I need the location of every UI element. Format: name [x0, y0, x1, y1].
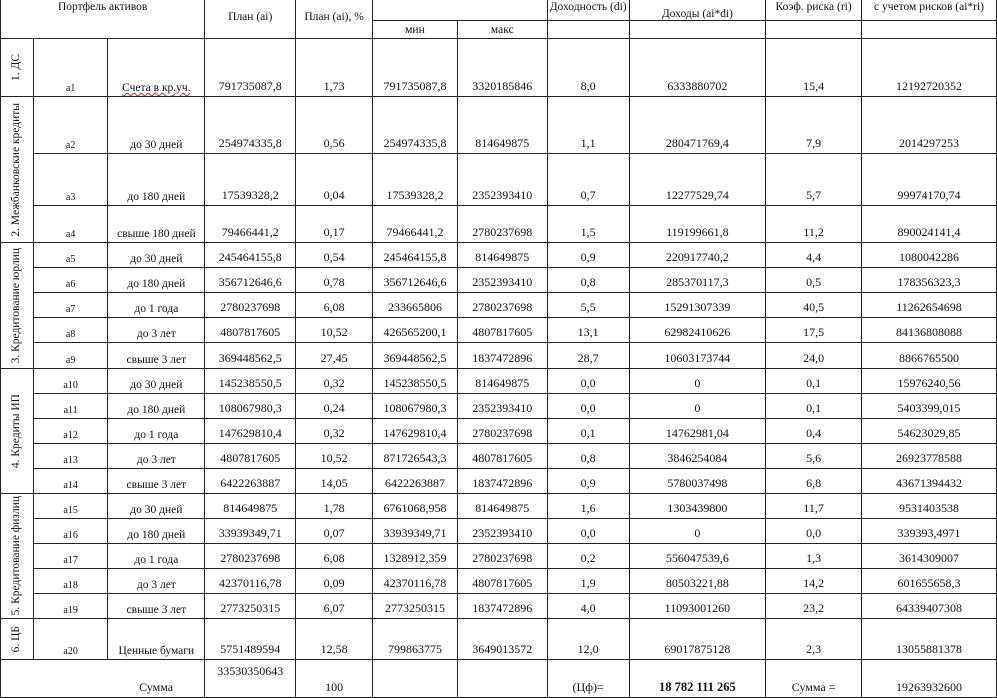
- cell-min[interactable]: 108067980,3: [373, 394, 458, 419]
- cell-plan[interactable]: 4807817605: [205, 318, 296, 343]
- cell-max[interactable]: 2352393410: [457, 394, 547, 419]
- header-income-cont: [629, 21, 766, 39]
- totals-risk-label: Сумма =: [766, 660, 862, 698]
- header-with-risk: с учетом рисков (ai*ri): [862, 0, 997, 21]
- cell-code[interactable]: a3: [33, 154, 108, 206]
- table-row: [1, 394, 997, 419]
- cell-desc[interactable]: свыше 3 лет: [108, 594, 205, 619]
- cell-risk[interactable]: 40,5: [766, 293, 862, 318]
- cell-yield[interactable]: 0,2: [547, 544, 629, 569]
- cell-min[interactable]: 356712646,6: [373, 268, 458, 293]
- cell-income[interactable]: 14762981,04: [629, 419, 766, 444]
- cell-income[interactable]: 12277529,74: [629, 154, 766, 206]
- cell-desc[interactable]: до 30 дней: [108, 494, 205, 519]
- cell-with-risk[interactable]: 178356323,3: [862, 268, 997, 293]
- group-label-cell: [1, 619, 34, 660]
- cell-desc[interactable]: свыше 3 лет: [108, 343, 205, 369]
- cell-risk[interactable]: 1,3: [766, 544, 862, 569]
- table-row: [1, 494, 997, 519]
- cell-pct[interactable]: 0,32: [296, 369, 373, 394]
- table-row: [1, 318, 997, 343]
- totals-blank-4: [457, 660, 547, 698]
- cell-code[interactable]: a7: [33, 293, 108, 318]
- cell-with-risk[interactable]: 1080042286: [862, 243, 997, 268]
- cell-min[interactable]: 245464155,8: [373, 243, 458, 268]
- cell-min[interactable]: 33939349,71: [373, 519, 458, 544]
- cell-max[interactable]: 2352393410: [457, 268, 547, 293]
- cell-pct[interactable]: 0,24: [296, 394, 373, 419]
- cell-income[interactable]: 556047539,6: [629, 544, 766, 569]
- cell-income[interactable]: 10603173744: [629, 343, 766, 369]
- cell-income[interactable]: 11093001260: [629, 594, 766, 619]
- header-yield: Доходность (di): [547, 0, 629, 21]
- cell-with-risk[interactable]: 99974170,74: [862, 154, 997, 206]
- table-row: [1, 343, 997, 369]
- group-label-cell: [1, 369, 34, 494]
- cell-desc[interactable]: до 1 года: [108, 419, 205, 444]
- cell-yield[interactable]: 0,9: [547, 243, 629, 268]
- cell-max[interactable]: 2352393410: [457, 154, 547, 206]
- cell-max[interactable]: 814649875: [457, 243, 547, 268]
- group-label: 2. Межбанковские кредиты: [10, 102, 23, 237]
- table-body: [1, 39, 997, 660]
- cell-code[interactable]: a13: [33, 444, 108, 469]
- cell-desc[interactable]: Ценные бумаги: [108, 619, 205, 660]
- cell-desc[interactable]: до 1 года: [108, 544, 205, 569]
- cell-min[interactable]: 871726543,3: [373, 444, 458, 469]
- cell-pct[interactable]: 0,04: [296, 154, 373, 206]
- cell-code[interactable]: a1: [33, 39, 108, 97]
- cell-code[interactable]: a8: [33, 318, 108, 343]
- cell-with-risk[interactable]: 43671394432: [862, 469, 997, 494]
- cell-min[interactable]: 79466441,2: [373, 206, 458, 243]
- cell-pct[interactable]: 0,09: [296, 569, 373, 594]
- cell-code[interactable]: a17: [33, 544, 108, 569]
- cell-income[interactable]: 15291307339: [629, 293, 766, 318]
- header-income: Доходы (ai*di): [629, 0, 766, 21]
- cell-risk[interactable]: 5,7: [766, 154, 862, 206]
- cell-min[interactable]: 6761068,958: [373, 494, 458, 519]
- header-portfolio: Портфель активов: [1, 0, 205, 39]
- table-row: [1, 519, 997, 544]
- cell-risk[interactable]: 0,4: [766, 419, 862, 444]
- cell-risk[interactable]: 0,1: [766, 369, 862, 394]
- header-min-max-group: [373, 0, 548, 21]
- cell-code[interactable]: a10: [33, 369, 108, 394]
- cell-plan[interactable]: 369448562,5: [205, 343, 296, 369]
- cell-plan[interactable]: 17539328,2: [205, 154, 296, 206]
- cell-income[interactable]: 0: [629, 394, 766, 419]
- header-yield-cont: [547, 21, 629, 39]
- cell-risk[interactable]: 23,2: [766, 594, 862, 619]
- cell-yield[interactable]: 8,0: [547, 39, 629, 97]
- cell-max[interactable]: 2780237698: [457, 206, 547, 243]
- cell-with-risk[interactable]: 9531403538: [862, 494, 997, 519]
- cell-pct[interactable]: 27,45: [296, 343, 373, 369]
- cell-code[interactable]: a11: [33, 394, 108, 419]
- cell-pct[interactable]: 6,08: [296, 293, 373, 318]
- table-row: [1, 293, 997, 318]
- totals-pct: 100: [296, 660, 373, 698]
- cell-pct[interactable]: 1,73: [296, 39, 373, 97]
- group-label-cell: [1, 97, 34, 243]
- cell-pct[interactable]: 14,05: [296, 469, 373, 494]
- cell-with-risk[interactable]: 8866765500: [862, 343, 997, 369]
- cell-yield[interactable]: 0,7: [547, 154, 629, 206]
- cell-desc[interactable]: до 180 дней: [108, 154, 205, 206]
- table-row: [1, 594, 997, 619]
- totals-income: 18 782 111 265: [629, 660, 766, 698]
- cell-code[interactable]: a5: [33, 243, 108, 268]
- cell-max[interactable]: 2352393410: [457, 519, 547, 544]
- totals-blank-2: [33, 660, 108, 698]
- cell-risk[interactable]: 24,0: [766, 343, 862, 369]
- cell-with-risk[interactable]: 890024141,4: [862, 206, 997, 243]
- cell-with-risk[interactable]: 2014297253: [862, 97, 997, 154]
- cell-with-risk[interactable]: 13055881378: [862, 619, 997, 660]
- cell-with-risk[interactable]: 64339407308: [862, 594, 997, 619]
- cell-desc[interactable]: до 180 дней: [108, 519, 205, 544]
- table-row: [1, 243, 997, 268]
- cell-income[interactable]: 119199661,8: [629, 206, 766, 243]
- table-row: [1, 569, 997, 594]
- table-row: [1, 268, 997, 293]
- cell-max[interactable]: 1837472896: [457, 343, 547, 369]
- cell-min[interactable]: 42370116,78: [373, 569, 458, 594]
- cell-income[interactable]: 220917740,2: [629, 243, 766, 268]
- cell-plan[interactable]: 145238550,5: [205, 369, 296, 394]
- cell-pct[interactable]: 0,56: [296, 97, 373, 154]
- cell-max[interactable]: 1837472896: [457, 469, 547, 494]
- cell-code[interactable]: a6: [33, 268, 108, 293]
- cell-income[interactable]: 280471769,4: [629, 97, 766, 154]
- cell-desc[interactable]: до 30 дней: [108, 97, 205, 154]
- totals-with-risk: 19263932600: [862, 660, 997, 698]
- totals-blank-1: [1, 660, 34, 698]
- cell-desc[interactable]: свыше 3 лет: [108, 469, 205, 494]
- cell-yield[interactable]: 5,5: [547, 293, 629, 318]
- group-label: 4. Кредиты ИП: [10, 393, 23, 469]
- cell-code[interactable]: a4: [33, 206, 108, 243]
- cell-income[interactable]: 62982410626: [629, 318, 766, 343]
- cell-min[interactable]: 799863775: [373, 619, 458, 660]
- cell-min[interactable]: 17539328,2: [373, 154, 458, 206]
- cell-pct[interactable]: 12,58: [296, 619, 373, 660]
- cell-pct[interactable]: 10,52: [296, 444, 373, 469]
- cell-code[interactable]: a12: [33, 419, 108, 444]
- cell-with-risk[interactable]: 54623029,85: [862, 419, 997, 444]
- cell-income[interactable]: 5780037498: [629, 469, 766, 494]
- cell-min[interactable]: 254974335,8: [373, 97, 458, 154]
- cell-yield[interactable]: 28,7: [547, 343, 629, 369]
- group-label: 3. Кредитование юрлиц: [10, 247, 23, 364]
- cell-plan[interactable]: 2773250315: [205, 594, 296, 619]
- totals-blank-3: [373, 660, 458, 698]
- cell-risk[interactable]: 4,4: [766, 243, 862, 268]
- cell-income[interactable]: 69017875128: [629, 619, 766, 660]
- cell-risk[interactable]: 14,2: [766, 569, 862, 594]
- cell-min[interactable]: 147629810,4: [373, 419, 458, 444]
- cell-with-risk[interactable]: 339393,4971: [862, 519, 997, 544]
- cell-with-risk[interactable]: 12192720352: [862, 39, 997, 97]
- totals-sum-label: Сумма: [108, 660, 205, 698]
- cell-plan[interactable]: 791735087,8: [205, 39, 296, 97]
- cell-plan[interactable]: 254974335,8: [205, 97, 296, 154]
- cell-max[interactable]: 2780237698: [457, 544, 547, 569]
- cell-pct[interactable]: 10,52: [296, 318, 373, 343]
- cell-risk[interactable]: 11,7: [766, 494, 862, 519]
- cell-desc[interactable]: до 180 дней: [108, 268, 205, 293]
- cell-code[interactable]: a2: [33, 97, 108, 154]
- cell-plan[interactable]: 79466441,2: [205, 206, 296, 243]
- cell-plan[interactable]: 2780237698: [205, 293, 296, 318]
- cell-yield[interactable]: 1,5: [547, 206, 629, 243]
- cell-min[interactable]: 791735087,8: [373, 39, 458, 97]
- table-row: [1, 154, 997, 206]
- cell-max[interactable]: 814649875: [457, 369, 547, 394]
- cell-with-risk[interactable]: 601655658,3: [862, 569, 997, 594]
- cell-yield[interactable]: 0,0: [547, 519, 629, 544]
- cell-max[interactable]: 4807817605: [457, 318, 547, 343]
- cell-risk[interactable]: 0,5: [766, 268, 862, 293]
- cell-max[interactable]: 4807817605: [457, 569, 547, 594]
- cell-yield[interactable]: 0,0: [547, 369, 629, 394]
- cell-min[interactable]: 369448562,5: [373, 343, 458, 369]
- cell-risk[interactable]: 17,5: [766, 318, 862, 343]
- cell-min[interactable]: 426565200,1: [373, 318, 458, 343]
- cell-desc[interactable]: до 30 дней: [108, 369, 205, 394]
- cell-income[interactable]: 285370117,3: [629, 268, 766, 293]
- group-label-cell: [1, 243, 34, 369]
- cell-pct[interactable]: 0,07: [296, 519, 373, 544]
- cell-desc[interactable]: до 3 лет: [108, 444, 205, 469]
- cell-code[interactable]: a19: [33, 594, 108, 619]
- cell-risk[interactable]: 7,9: [766, 97, 862, 154]
- cell-desc[interactable]: до 30 дней: [108, 243, 205, 268]
- cell-desc[interactable]: до 3 лет: [108, 318, 205, 343]
- cell-min[interactable]: 145238550,5: [373, 369, 458, 394]
- cell-max[interactable]: 2780237698: [457, 419, 547, 444]
- cell-code[interactable]: a18: [33, 569, 108, 594]
- cell-max[interactable]: 814649875: [457, 97, 547, 154]
- cell-with-risk[interactable]: 5403399,015: [862, 394, 997, 419]
- header-row-top: [1, 0, 997, 21]
- cell-yield[interactable]: 0,8: [547, 444, 629, 469]
- cell-yield[interactable]: 4,0: [547, 594, 629, 619]
- cell-yield[interactable]: 12,0: [547, 619, 629, 660]
- group-label-cell: [1, 494, 34, 619]
- cell-risk[interactable]: 11,2: [766, 206, 862, 243]
- group-label: 1. ДС: [10, 53, 23, 81]
- table-row: [1, 619, 997, 660]
- cell-yield[interactable]: 0,9: [547, 469, 629, 494]
- cell-with-risk[interactable]: 11262654698: [862, 293, 997, 318]
- cell-with-risk[interactable]: 15976240,56: [862, 369, 997, 394]
- cell-plan[interactable]: 33939349,71: [205, 519, 296, 544]
- totals-row: [1, 660, 997, 698]
- cell-yield[interactable]: 1,9: [547, 569, 629, 594]
- cell-pct[interactable]: 0,32: [296, 419, 373, 444]
- table-row: [1, 469, 997, 494]
- cell-income[interactable]: 3846254084: [629, 444, 766, 469]
- cell-risk[interactable]: 5,6: [766, 444, 862, 469]
- cell-min[interactable]: 1328912,359: [373, 544, 458, 569]
- cell-plan[interactable]: 42370116,78: [205, 569, 296, 594]
- cell-code[interactable]: a16: [33, 519, 108, 544]
- cell-with-risk[interactable]: 84136808088: [862, 318, 997, 343]
- cell-pct[interactable]: 0,78: [296, 268, 373, 293]
- cell-pct[interactable]: 0,54: [296, 243, 373, 268]
- cell-plan[interactable]: 814649875: [205, 494, 296, 519]
- cell-plan[interactable]: 4807817605: [205, 444, 296, 469]
- cell-desc[interactable]: до 3 лет: [108, 569, 205, 594]
- cell-min[interactable]: 6422263887: [373, 469, 458, 494]
- cell-risk[interactable]: 2,3: [766, 619, 862, 660]
- cell-pct[interactable]: 0,17: [296, 206, 373, 243]
- cell-code[interactable]: a15: [33, 494, 108, 519]
- cell-risk[interactable]: 15,4: [766, 39, 862, 97]
- totals-yield-label: (Цф)=: [547, 660, 629, 698]
- cell-yield[interactable]: 13,1: [547, 318, 629, 343]
- table-row: [1, 444, 997, 469]
- cell-yield[interactable]: 0,8: [547, 268, 629, 293]
- cell-max[interactable]: 3320185846: [457, 39, 547, 97]
- cell-yield[interactable]: 1,1: [547, 97, 629, 154]
- cell-pct[interactable]: 1,78: [296, 494, 373, 519]
- header-min: мин: [373, 21, 458, 39]
- cell-desc[interactable]: Счета в кр.уч.: [108, 39, 205, 97]
- cell-plan[interactable]: 356712646,6: [205, 268, 296, 293]
- totals-plan: 33530350643: [205, 660, 296, 698]
- cell-code[interactable]: a20: [33, 619, 108, 660]
- cell-income[interactable]: 80503221,88: [629, 569, 766, 594]
- cell-income[interactable]: 0: [629, 369, 766, 394]
- cell-plan[interactable]: 245464155,8: [205, 243, 296, 268]
- cell-max[interactable]: 4807817605: [457, 444, 547, 469]
- cell-plan[interactable]: 147629810,4: [205, 419, 296, 444]
- cell-plan[interactable]: 6422263887: [205, 469, 296, 494]
- table-row: [1, 419, 997, 444]
- header-with-risk-cont: [862, 21, 997, 39]
- cell-max[interactable]: 2780237698: [457, 293, 547, 318]
- table-row: [1, 39, 997, 97]
- cell-code[interactable]: a14: [33, 469, 108, 494]
- table-row: [1, 369, 997, 394]
- cell-yield[interactable]: 1,6: [547, 494, 629, 519]
- cell-plan[interactable]: 2780237698: [205, 544, 296, 569]
- cell-yield[interactable]: 0,1: [547, 419, 629, 444]
- cell-pct[interactable]: 6,08: [296, 544, 373, 569]
- header-risk-coef: Коэф. риска (ri): [766, 0, 862, 21]
- cell-income[interactable]: 6333880702: [629, 39, 766, 97]
- cell-max[interactable]: 3649013572: [457, 619, 547, 660]
- cell-yield[interactable]: 0,0: [547, 394, 629, 419]
- cell-risk[interactable]: 6,8: [766, 469, 862, 494]
- cell-min[interactable]: 233665806: [373, 293, 458, 318]
- cell-plan[interactable]: 5751489594: [205, 619, 296, 660]
- header-plan-a: План (ai): [205, 0, 296, 39]
- header-risk-cont: [766, 21, 862, 39]
- table-row: [1, 97, 997, 154]
- cell-risk[interactable]: 0,0: [766, 519, 862, 544]
- cell-code[interactable]: a9: [33, 343, 108, 369]
- header-max: макс: [457, 21, 547, 39]
- cell-with-risk[interactable]: 26923778588: [862, 444, 997, 469]
- cell-desc[interactable]: свыше 180 дней: [108, 206, 205, 243]
- cell-max[interactable]: 814649875: [457, 494, 547, 519]
- group-label-cell: [1, 39, 34, 97]
- cell-desc[interactable]: до 1 года: [108, 293, 205, 318]
- cell-income[interactable]: 1303439800: [629, 494, 766, 519]
- cell-desc[interactable]: до 180 дней: [108, 394, 205, 419]
- table-row: [1, 544, 997, 569]
- cell-with-risk[interactable]: 3614309007: [862, 544, 997, 569]
- cell-pct[interactable]: 6,07: [296, 594, 373, 619]
- group-label: 6. ЦБ: [10, 625, 23, 653]
- cell-income[interactable]: 0: [629, 519, 766, 544]
- cell-plan[interactable]: 108067980,3: [205, 394, 296, 419]
- cell-risk[interactable]: 0,1: [766, 394, 862, 419]
- cell-max[interactable]: 1837472896: [457, 594, 547, 619]
- header-plan-pct: План (ai), %: [296, 0, 373, 39]
- cell-min[interactable]: 2773250315: [373, 594, 458, 619]
- group-label: 5. Кредитование физлиц: [10, 496, 23, 616]
- table-row: [1, 206, 997, 243]
